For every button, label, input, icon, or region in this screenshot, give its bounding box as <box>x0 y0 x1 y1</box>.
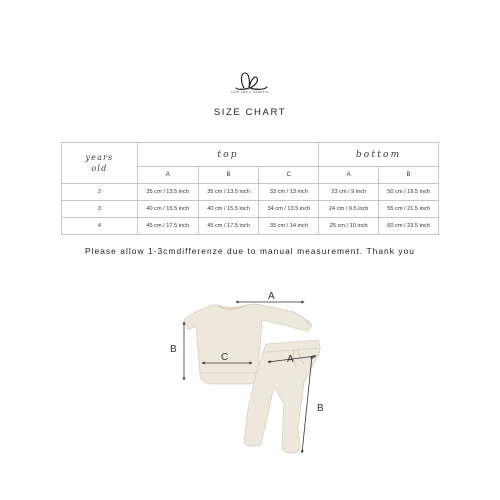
measurement-cell: 35 cm / 13.5 inch <box>137 184 198 201</box>
table-row <box>62 201 439 218</box>
table-row <box>62 184 439 201</box>
logo-tagline-line-2: LOVE AND A HANDFUL <box>230 91 270 95</box>
garment-illustration <box>160 290 340 470</box>
table-row <box>62 218 439 235</box>
age-header-line-2: old <box>91 164 108 173</box>
measurement-cell: 40 cm / 15.5 inch <box>137 201 198 218</box>
sweater-hem-label: C <box>221 352 229 363</box>
age-cell: 3 <box>62 201 138 218</box>
column-header-bottom-b: B <box>379 167 439 184</box>
measurement-cell: 60 cm / 23.5 inch <box>379 218 439 235</box>
age-cell: 2 <box>62 184 138 201</box>
age-cell: 4 <box>62 218 138 235</box>
pants-waist-label: A <box>287 354 294 365</box>
measurement-cell: 34 cm / 13.5 inch <box>259 201 319 218</box>
measurement-cell: 55 cm / 21.5 inch <box>379 201 439 218</box>
sweater-width-label: A <box>268 291 275 302</box>
measurement-notice: Please allow 1-3cmdifferenze due to manual measurement. Thank you <box>84 246 416 256</box>
column-header-top-b: B <box>198 167 259 184</box>
page-title: SIZE CHART <box>213 107 287 118</box>
measurement-cell: 35 cm / 14 inch <box>259 218 319 235</box>
measurement-cell: 35 cm / 13.5 inch <box>198 184 259 201</box>
group-header-top: top <box>137 143 318 167</box>
measurement-cell: 40 cm / 15.5 inch <box>198 201 259 218</box>
age-header-line-1: years <box>85 153 114 162</box>
measurement-cell: 45 cm / 17.5 inch <box>198 218 259 235</box>
measurement-cell: 23 cm / 9 inch <box>319 184 379 201</box>
table-group-header-row <box>62 143 439 167</box>
column-header-top-c: C <box>259 167 319 184</box>
column-header-top-a: A <box>137 167 198 184</box>
size-chart-table <box>61 142 439 235</box>
measurement-cell: 50 cm / 19.5 inch <box>379 184 439 201</box>
column-header-bottom-a: A <box>319 167 379 184</box>
measurement-cell: 33 cm / 13 inch <box>259 184 319 201</box>
measurement-cell: 24 cm / 9.5 inch <box>319 201 379 218</box>
age-column-header <box>62 143 138 184</box>
logo-tagline-line-1: MADE WITH <box>240 88 260 91</box>
measurement-cell: 25 cm / 10 inch <box>319 218 379 235</box>
measurement-cell: 45 cm / 17.5 inch <box>137 218 198 235</box>
pants-length-label: B <box>317 403 324 414</box>
logo-tagline <box>0 88 500 95</box>
sweater-length-label: B <box>170 344 177 355</box>
group-header-bottom: bottom <box>319 143 439 167</box>
